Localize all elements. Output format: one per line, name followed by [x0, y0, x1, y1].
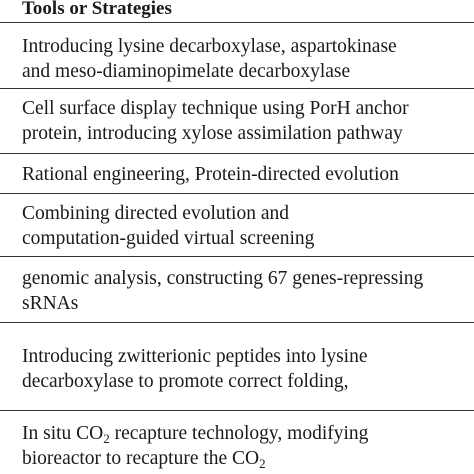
row-divider	[0, 193, 474, 194]
row-7-text-a: In situ CO	[22, 423, 104, 444]
row-divider	[0, 410, 474, 411]
table-row	[22, 421, 474, 471]
row-7-line-1	[22, 421, 474, 446]
row-7-line-2	[22, 446, 474, 471]
row-5-line-2: sRNAs	[22, 293, 79, 314]
table-row	[22, 201, 474, 251]
row-6-line-1: Introducing zwitterionic peptides into lysine	[22, 346, 368, 367]
row-1-line-2: and meso-diaminopimelate decarboxylase	[22, 61, 351, 82]
row-7-text-b: recapture technology, modifying	[109, 423, 369, 444]
row-6-line-2: decarboxylase to promote correct folding,	[22, 371, 349, 392]
table-header: Tools or Strategies	[22, 0, 172, 19]
table-row	[22, 96, 474, 146]
row-2-line-1: Cell surface display technique using PorH anchor	[22, 98, 409, 119]
table-row	[22, 344, 474, 394]
row-3-line-1: Rational engineering, Protein-directed evolution	[22, 164, 399, 185]
row-7-text-c: bioreactor to recapture the CO	[22, 448, 260, 469]
row-4-line-2: computation-guided virtual screening	[22, 228, 315, 249]
row-7-subscript-b: 2	[259, 456, 266, 471]
row-divider	[0, 88, 474, 89]
row-7-subscript-a: 2	[103, 431, 110, 446]
row-5-line-1: genomic analysis, constructing 67 genes-repressing	[22, 268, 424, 289]
row-divider	[0, 153, 474, 154]
row-4-line-1: Combining directed evolution and	[22, 203, 289, 224]
table-row	[22, 34, 474, 84]
header-divider	[0, 22, 474, 23]
table-row	[22, 266, 474, 316]
row-2-line-2: protein, introducing xylose assimilation pathway	[22, 123, 403, 144]
table-row	[22, 162, 474, 187]
row-divider	[0, 256, 474, 257]
row-divider	[0, 322, 474, 323]
row-1-line-1: Introducing lysine decarboxylase, aspartokinase	[22, 36, 397, 57]
